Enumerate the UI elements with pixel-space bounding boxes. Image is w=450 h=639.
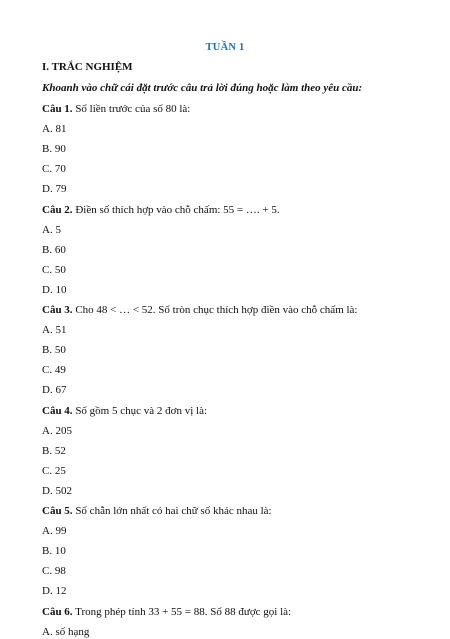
question-text: Số chẵn lớn nhất có hai chữ số khác nhau là: — [72, 505, 272, 517]
option-c: C. 49 — [42, 364, 66, 377]
section-heading: I. TRẮC NGHIỆM — [42, 61, 133, 73]
option-a: A. số hạng — [42, 625, 90, 638]
option-b: B. 60 — [42, 243, 66, 256]
option-a: A. 51 — [42, 324, 67, 337]
option-b: B. 10 — [42, 545, 66, 558]
option-a: A. 99 — [42, 525, 67, 538]
question-text: Số gồm 5 chục và 2 đơn vị là: — [72, 404, 208, 417]
question-3 — [42, 303, 358, 317]
option-b: B. 90 — [42, 143, 66, 156]
question-label: Câu 5. — [42, 505, 73, 517]
option-b: B. 52 — [42, 444, 66, 457]
option-b: B. 50 — [42, 344, 66, 357]
question-5 — [42, 504, 272, 518]
question-4 — [42, 404, 207, 418]
option-c: C. 25 — [42, 464, 66, 477]
option-d: D. 502 — [42, 484, 72, 497]
question-6 — [42, 605, 291, 619]
question-text: Số liền trước của số 80 là: — [72, 103, 191, 115]
page-title: TUẦN 1 — [205, 42, 245, 53]
option-c: C. 50 — [42, 263, 66, 276]
option-c: C. 70 — [42, 163, 66, 176]
question-1 — [42, 102, 190, 116]
question-label: Câu 3. — [42, 304, 73, 316]
question-text: Điền số thích hợp vào chỗ chấm: 55 = …. + 5. — [72, 203, 280, 216]
option-c: C. 98 — [42, 565, 66, 578]
option-d: D. 79 — [42, 183, 67, 196]
question-label: Câu 6. — [42, 605, 73, 618]
option-a: A. 5 — [42, 223, 61, 236]
question-label: Câu 2. — [42, 203, 73, 216]
option-a: A. 205 — [42, 424, 72, 437]
question-2 — [42, 203, 280, 217]
instruction-text: Khoanh vào chữ cái đặt trước câu trả lời đúng hoặc làm theo yêu cầu: — [42, 82, 363, 94]
option-d: D. 10 — [42, 283, 67, 296]
option-d: D. 12 — [42, 585, 67, 598]
option-a: A. 81 — [42, 123, 67, 136]
question-label: Câu 1. — [42, 103, 73, 115]
option-d: D. 67 — [42, 384, 67, 397]
question-text: Cho 48 < … < 52. Số tròn chục thích hợp điền vào chỗ chấm là: — [72, 304, 358, 316]
question-text: Trong phép tính 33 + 55 = 88. Số 88 được gọi là: — [72, 605, 292, 618]
question-label: Câu 4. — [42, 404, 73, 417]
